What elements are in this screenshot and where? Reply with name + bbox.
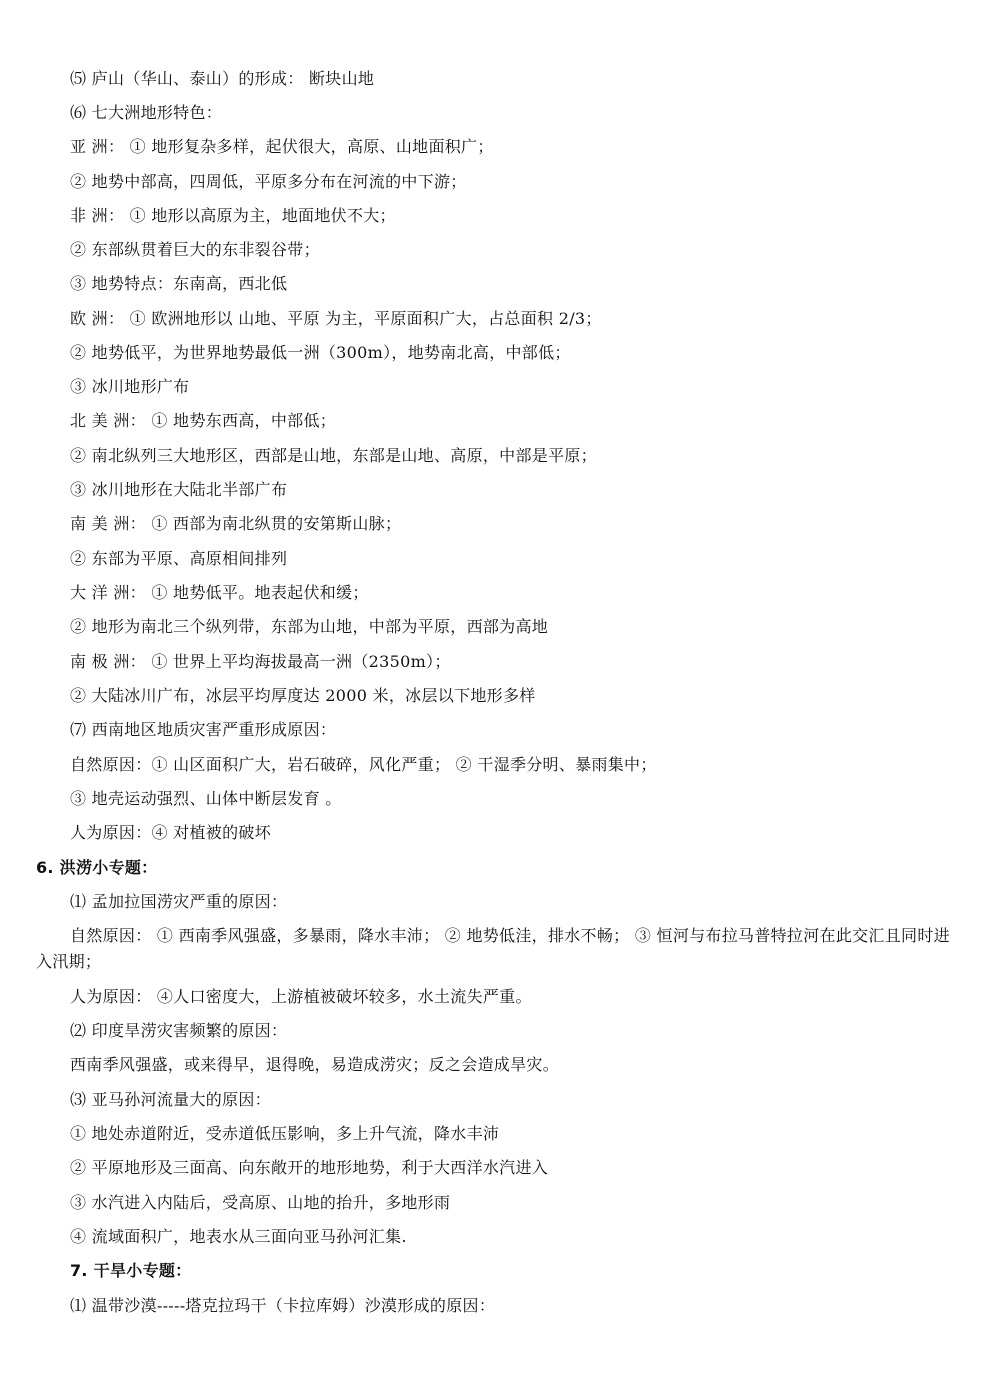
text-line: ② 平原地形及三面高、向东敞开的地形地势，利于大西洋水汽进入 [70,1158,549,1177]
text-line: ③ 地壳运动强烈、山体中断层发育 。 [70,789,342,808]
text-line: 大 洋 洲： ① 地势低平。地表起伏和缓； [70,583,369,602]
text-paragraph: 自然原因： ① 西南季风强盛，多暴雨，降水丰沛； ② 地势低洼，排水不畅； ③ 恒河与布拉马普特拉河在此交汇且同时进入汛期； [36,926,950,971]
text-line: 北 美 洲： ① 地势东西高，中部低； [70,411,337,430]
text-line: ② 地形为南北三个纵列带，东部为山地，中部为平原，西部为高地 [70,617,549,636]
text-line: 西南季风强盛，或来得早，退得晚，易造成涝灾；反之会造成旱灾。 [70,1055,560,1074]
text-line: ② 东部纵贯着巨大的东非裂谷带； [70,240,320,259]
text-line: 南 美 洲： ① 西部为南北纵贯的安第斯山脉； [70,514,402,533]
text-line: ③ 水汽进入内陆后，受高原、山地的抬升，多地形雨 [70,1193,451,1212]
text-line: 南 极 洲： ① 世界上平均海拔最高一洲（2350m）； [70,652,451,671]
text-line: 人为原因： ④人口密度大，上游植被破坏较多，水土流失严重。 [70,987,532,1006]
text-line: ① 地处赤道附近，受赤道低压影响，多上升气流，降水丰沛 [70,1124,500,1143]
text-line: ⑴ 孟加拉国涝灾严重的原因： [70,892,288,911]
text-line: 欧 洲： ① 欧洲地形以 山地、平原 为主，平原面积广大，占总面积 2/3； [70,309,602,328]
text-line: ③ 地势特点：东南高，西北低 [70,274,288,293]
section-heading: 7. 干旱小专题： [70,1261,192,1280]
text-line: ② 大陆冰川广布，冰层平均厚度达 2000 米，冰层以下地形多样 [70,686,536,705]
text-line: ② 地势低平，为世界地势最低一洲（300m），地势南北高，中部低； [70,343,571,362]
text-line: ⑴ 温带沙漠-----塔克拉玛干（卡拉库姆）沙漠形成的原因： [70,1296,496,1315]
text-line: ⑸ 庐山（华山、泰山）的形成： 断块山地 [70,69,375,88]
text-line: ⑶ 亚马孙河流量大的原因： [70,1090,271,1109]
text-line: ⑹ 七大洲地形特色： [70,103,223,122]
text-line: ④ 流域面积广，地表水从三面向亚马孙河汇集. [70,1227,407,1246]
text-line: ③ 冰川地形广布 [70,377,190,396]
text-line: 亚 洲： ① 地形复杂多样，起伏很大，高原、山地面积广； [70,137,494,156]
text-line: ③ 冰川地形在大陆北半部广布 [70,480,288,499]
text-line: 非 洲： ① 地形以高原为主，地面地伏不大； [70,206,396,225]
text-line: ② 东部为平原、高原相间排列 [70,549,288,568]
text-line: ② 地势中部高，四周低，平原多分布在河流的中下游； [70,172,467,191]
text-line: 自然原因：① 山区面积广大，岩石破碎，风化严重； ② 干湿季分明、暴雨集中； [70,755,657,774]
text-line: ⑵ 印度旱涝灾害频繁的原因： [70,1021,288,1040]
section-heading: 6. 洪涝小专题： [36,858,158,877]
text-line: ⑺ 西南地区地质灾害严重形成原因： [70,720,337,739]
text-line: 人为原因：④ 对植被的破坏 [70,823,271,842]
text-line: ② 南北纵列三大地形区，西部是山地，东部是山地、高原，中部是平原； [70,446,597,465]
